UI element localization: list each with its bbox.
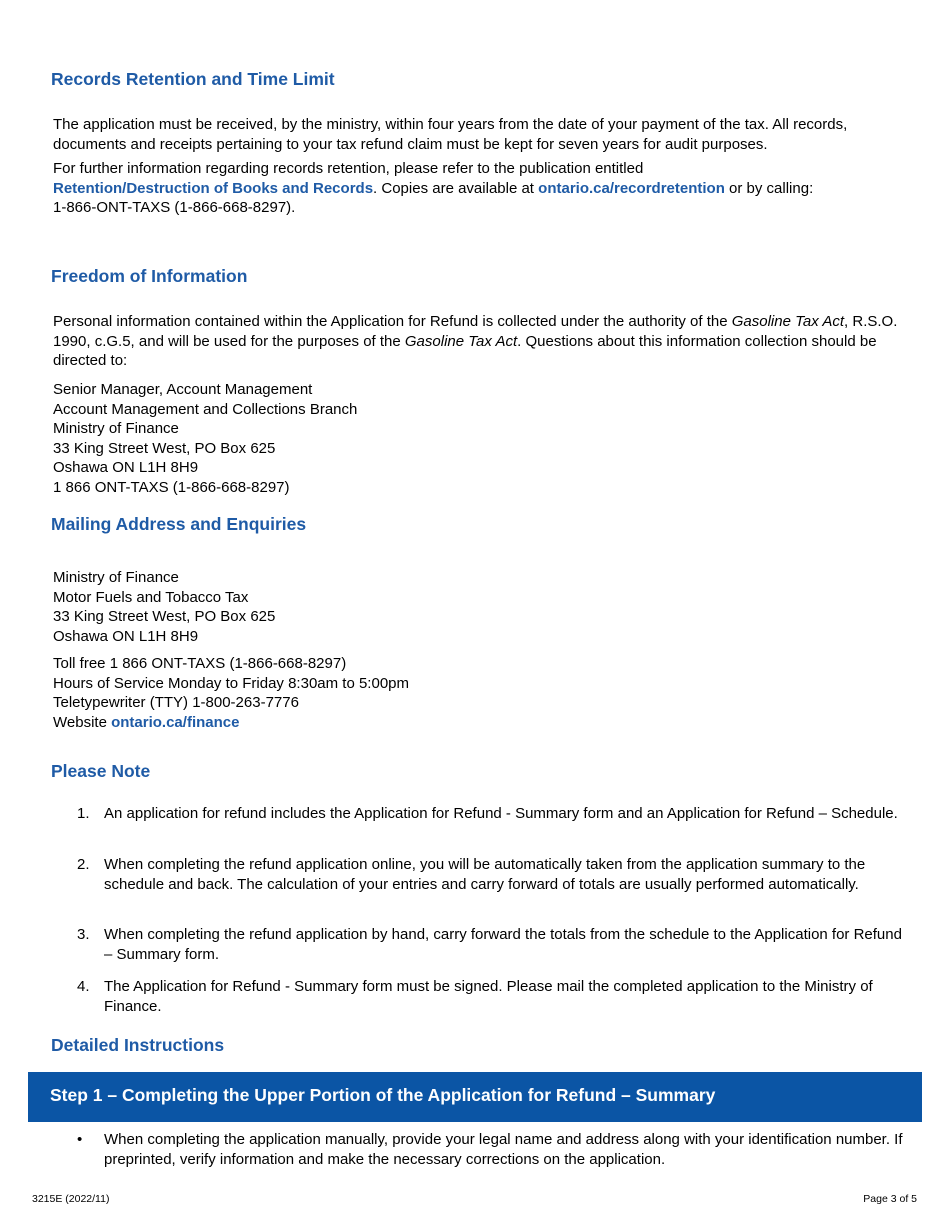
note-item-3 (77, 925, 907, 964)
finance-website-link[interactable]: ontario.ca/finance (111, 713, 240, 731)
foi-text-a: Personal information contained within the Application for Refund is collected under the authority of the (53, 313, 732, 330)
address-line: Oshawa ON L1H 8H9 (53, 459, 199, 476)
records-text-2 (53, 159, 903, 218)
website-label: Website (53, 713, 112, 731)
step-1-bullet (77, 1130, 907, 1169)
address-line: Senior Manager, Account Management (53, 381, 313, 398)
foi-text (53, 312, 903, 371)
page-number: Page 3 of 5 (863, 1193, 917, 1205)
records-text-1: The application must be received, by the ministry, within four years from the date of your payment of the tax. All records, documents and receipts pertaining to your tax refund claim must be kept for seven years for audit purposes. (53, 116, 848, 153)
list-text: When completing the refund application by hand, carry forward the totals from the schedule to the Application for Refund – Summary form. (104, 926, 902, 963)
heading-detailed-instructions: Detailed Instructions (51, 1035, 225, 1055)
records-text-2a: For further information regarding records retention, please refer to the publication entitled (53, 160, 644, 177)
mailing-address (53, 568, 275, 646)
note-item-4 (77, 977, 907, 1016)
records-text-2b: . Copies are available at (373, 179, 539, 197)
address-line: Motor Fuels and Tobacco Tax (53, 588, 249, 606)
website-line (53, 713, 409, 733)
address-line: Ministry of Finance (53, 569, 179, 586)
mailing-contact (53, 654, 409, 732)
foi-text-c: . Questions about this information collection should be directed to: (53, 332, 877, 369)
address-line: 1 866 ONT-TAXS (1-866-668-8297) (53, 478, 290, 496)
foi-act-name-2: Gasoline Tax Act (404, 332, 518, 350)
list-number: 3. (77, 926, 90, 943)
heading-records-retention: Records Retention and Time Limit (51, 69, 335, 89)
address-line: 33 King Street West, PO Box 625 (53, 439, 276, 457)
heading-freedom-of-information: Freedom of Information (51, 266, 248, 286)
list-number: 2. (77, 856, 90, 873)
address-line: Ministry of Finance (53, 420, 179, 437)
contact-line: Hours of Service Monday to Friday 8:30am to 5:00pm (53, 674, 410, 692)
list-text: An application for refund includes the Application for Refund - Summary form and an Application for Refund – Schedule. (104, 805, 898, 822)
heading-mailing-address: Mailing Address and Enquiries (51, 514, 307, 534)
address-line: Account Management and Collections Branch (53, 400, 358, 418)
record-retention-link[interactable]: ontario.ca/recordretention (538, 179, 725, 197)
records-phone: 1-866-ONT-TAXS (1-866-668-8297). (53, 199, 296, 216)
records-text-2c: or by calling: (724, 179, 814, 197)
records-paragraph (53, 115, 903, 218)
step-1-banner (28, 1072, 922, 1122)
heading-please-note: Please Note (51, 761, 151, 781)
contact-line: Toll free 1 866 ONT-TAXS (1-866-668-8297) (53, 655, 347, 672)
note-item-1 (77, 804, 907, 824)
address-line: Oshawa ON L1H 8H9 (53, 627, 199, 645)
note-item-2 (77, 855, 907, 894)
foi-address (53, 380, 357, 497)
bullet-symbol: • (77, 1131, 83, 1148)
list-text: When completing the refund application online, you will be automatically taken from the application summary to the schedule and back. The calculation of your entries and carry forward of totals are usually performed automatically. (104, 856, 866, 893)
bullet-text: When completing the application manually, provide your legal name and address along with your identification number. If preprinted, verify information and make the necessary corrections on the application. (104, 1131, 903, 1168)
step-1-title: Step 1 – Completing the Upper Portion of the Application for Refund – Summary (50, 1085, 716, 1105)
form-id: 3215E (2022/11) (32, 1193, 110, 1205)
address-line: 33 King Street West, PO Box 625 (53, 608, 276, 625)
contact-line: Teletypewriter (TTY) 1-800-263-7776 (53, 694, 299, 711)
list-text: The Application for Refund - Summary form must be signed. Please mail the completed application to the Ministry of Finance. (104, 978, 873, 1015)
foi-act-name-1: Gasoline Tax Act (731, 313, 845, 330)
list-number: 4. (77, 978, 90, 995)
list-number: 1. (77, 805, 90, 822)
foi-paragraph (53, 312, 903, 371)
foi-text-b: , R.S.O. 1990, c.G.5, and will be used for the purposes of the (53, 313, 898, 350)
retention-publication-link[interactable]: Retention/Destruction of Books and Records (53, 179, 374, 197)
